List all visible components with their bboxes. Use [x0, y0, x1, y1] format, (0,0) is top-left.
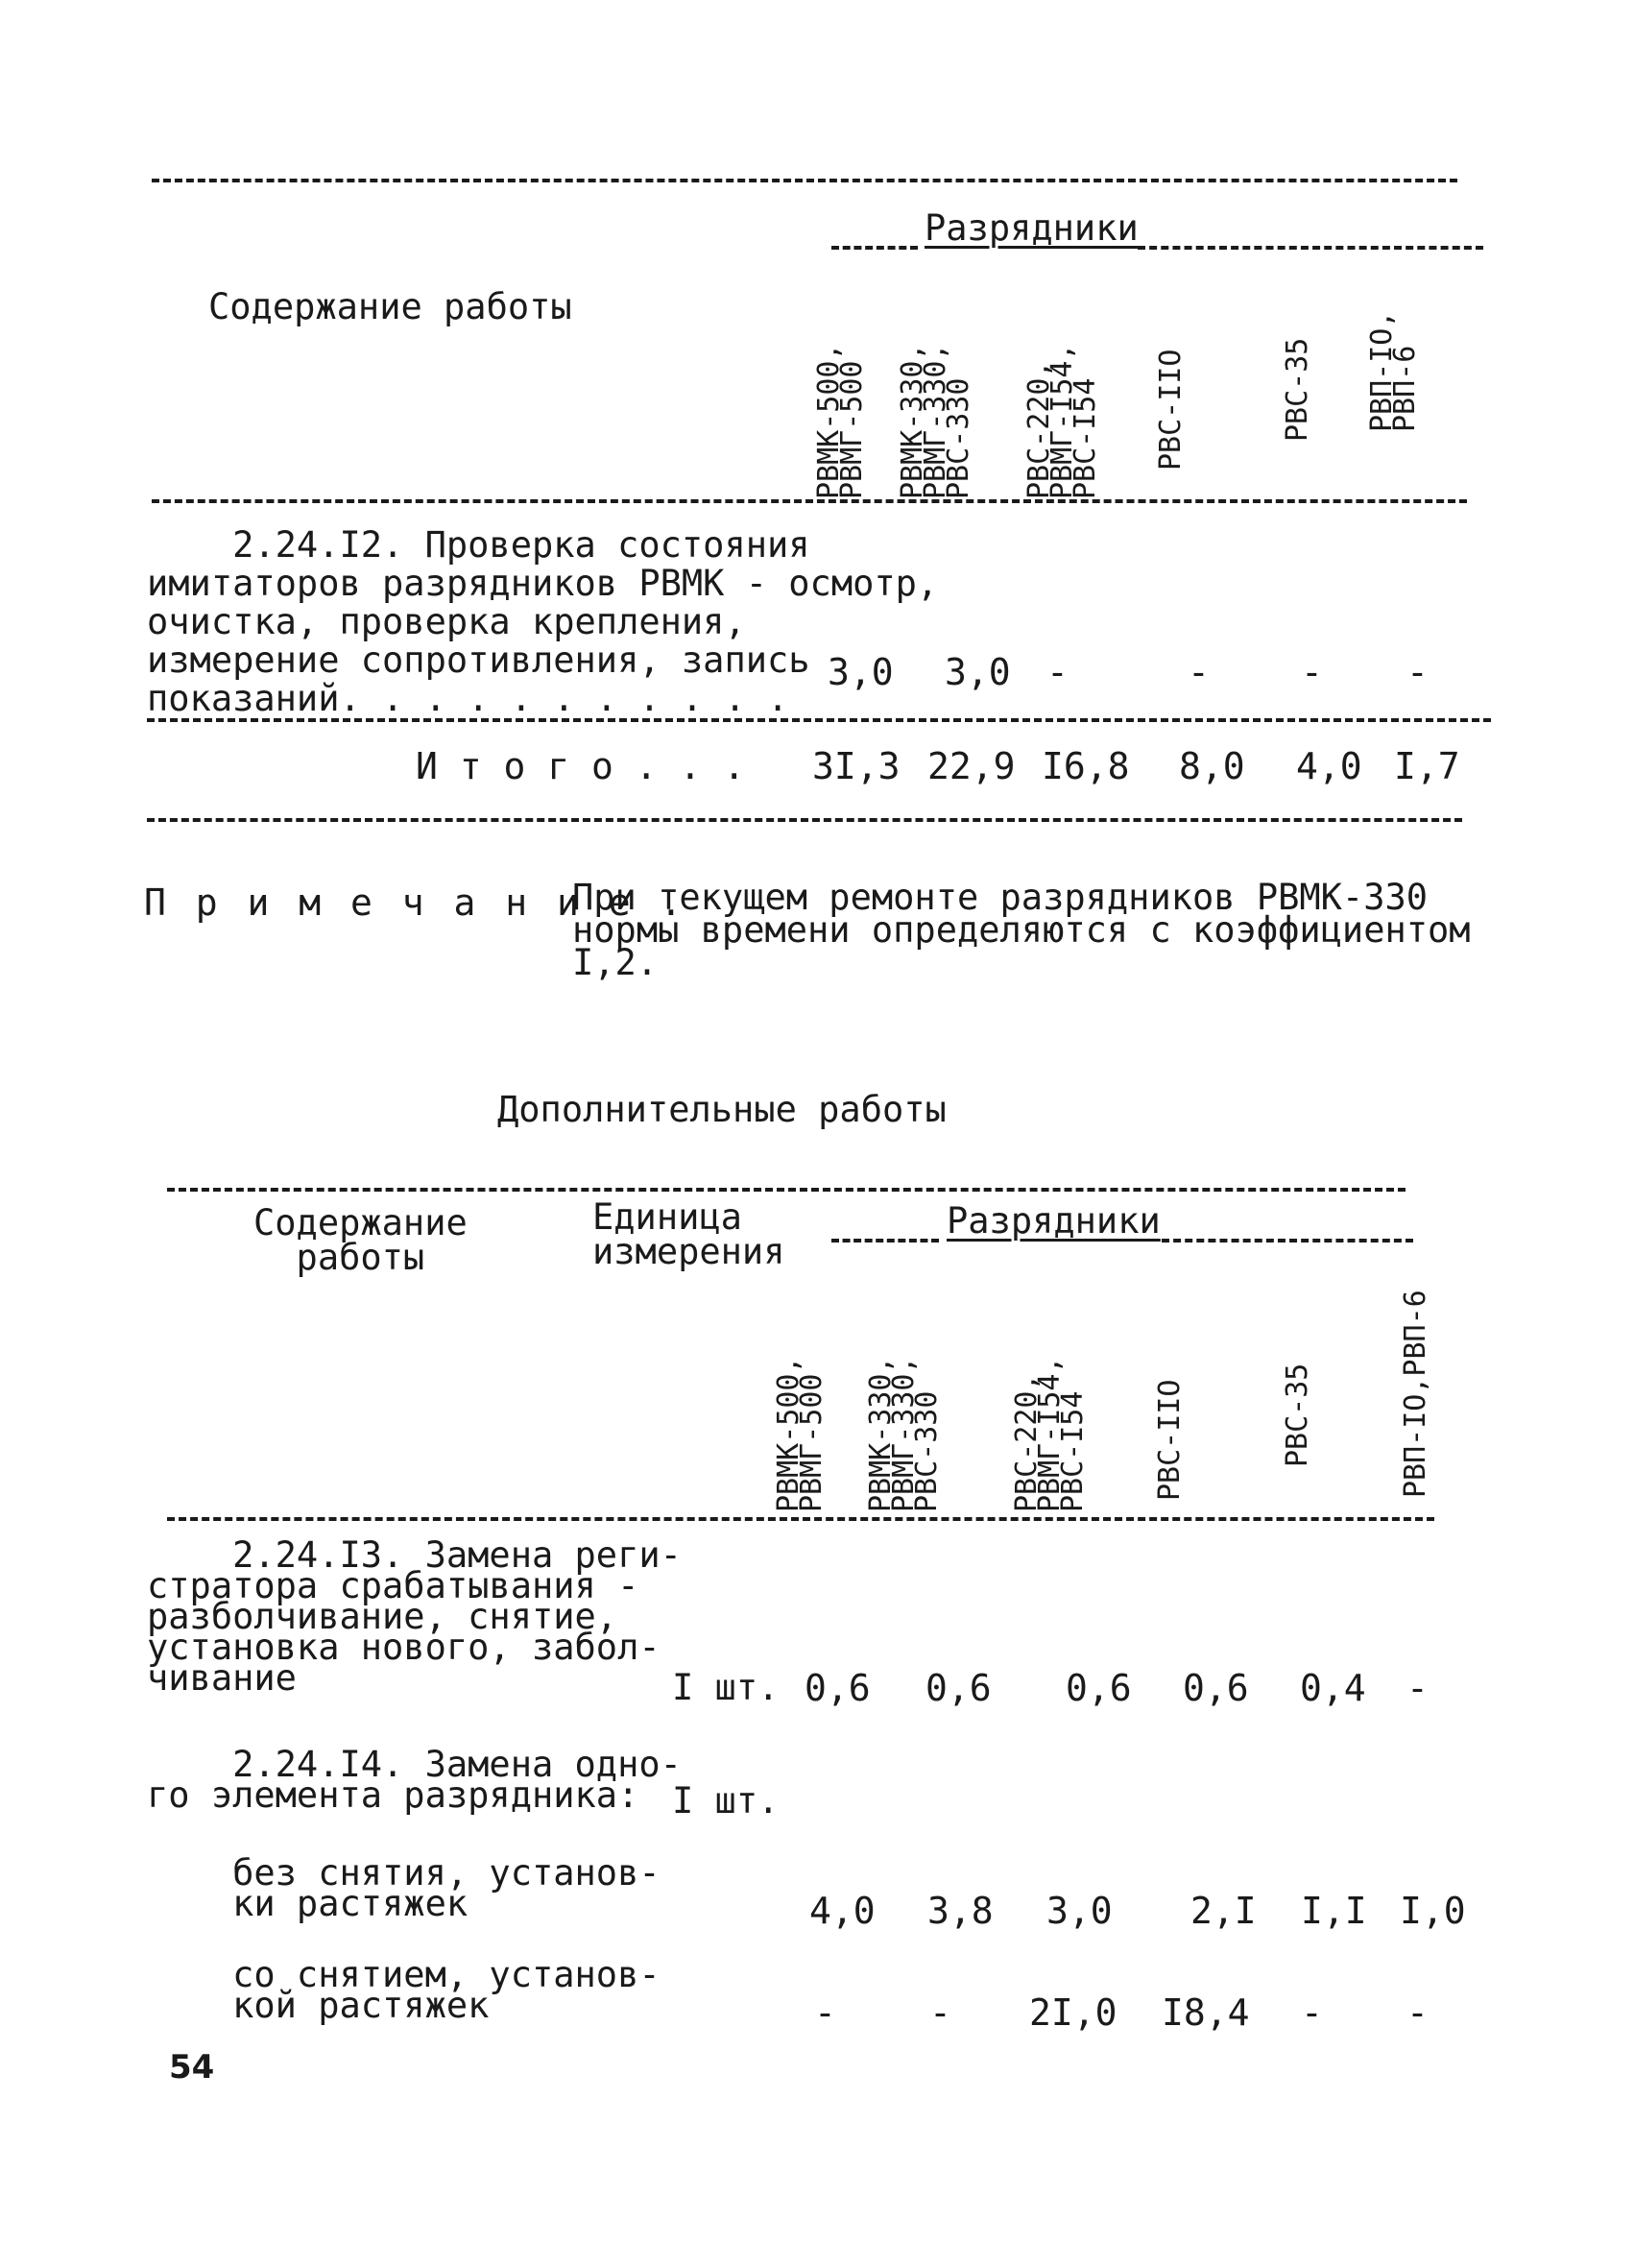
- table2-subrow-with-removal-value: -: [929, 1991, 951, 2034]
- table1-row-value: -: [1188, 651, 1210, 693]
- table2-group-rule-left: [831, 1239, 939, 1243]
- table1-total-value: 22,9: [927, 745, 1016, 787]
- table1-total-value: I,7: [1394, 745, 1460, 787]
- table2-subrow-without-removal-value: I,0: [1400, 1890, 1466, 1932]
- table2-row-2-24-13-value: 0,6: [1066, 1667, 1132, 1709]
- table2-subrow-with-removal-value: -: [814, 1991, 836, 2034]
- table2-subrow-with-removal-text: со снятием, установ- кой растяжек: [232, 1954, 661, 2026]
- table1-col-header-2: РВМК-330, РВМГ-330, РВС-330: [896, 343, 975, 499]
- table1-bottom-rule: [147, 818, 1462, 822]
- table1-row-rule: [147, 718, 1491, 722]
- table2-header-rule: [167, 1517, 1434, 1521]
- table1-total-value: 4,0: [1296, 745, 1362, 787]
- table1-header-rule: [152, 499, 1467, 503]
- table2-col-header-2: РВМК-330, РВМГ-330, РВС-330: [864, 1356, 944, 1512]
- table2-row-2-24-13-value: 0,6: [805, 1667, 871, 1709]
- table1-col-header-4: РВС-IIO: [1154, 349, 1188, 470]
- table2-col-header-5: РВС-35: [1281, 1363, 1314, 1467]
- table1-group-rule-left: [831, 246, 918, 250]
- table1-col-header-1: РВМК-500, РВМГ-500: [812, 343, 869, 499]
- table2-subrow-without-removal-text: без снятия, установ- ки растяжек: [232, 1852, 661, 1924]
- table2-subrow-without-removal-value: 4,0: [809, 1890, 876, 1932]
- page-number: 54: [169, 2048, 215, 2087]
- table1-row-2-24-12-text: 2.24.I2. Проверка состояния имитаторов разрядников РВМК - осмотр, очистка, проверка крепления, измерение сопротивления, запись показаний. . . . . . . . . . .: [147, 524, 939, 719]
- table1-row-value: 3,0: [945, 651, 1011, 693]
- note-text: При текущем ремонте разрядников РВМК-330 нормы времени определяются с коэффициентом I,2.: [572, 877, 1471, 983]
- table1-row-value: -: [1406, 651, 1429, 693]
- table1-col-header-3: РВС-220, РВМГ-I54, РВС-I54: [1022, 343, 1102, 499]
- table2-row-2-24-13-unit: I шт.: [672, 1667, 780, 1708]
- table2-row-2-24-13-value: 0,6: [1183, 1667, 1249, 1709]
- table2-subrow-with-removal-value: -: [1406, 1991, 1429, 2034]
- table1-total-value: I6,8: [1042, 745, 1130, 787]
- table2-group-header: Разрядники: [947, 1200, 1161, 1242]
- table2-row-2-24-13-value: 0,4: [1300, 1667, 1366, 1709]
- table2-unit-header: Единица измерения: [592, 1196, 785, 1272]
- table2-subrow-without-removal-value: 3,8: [927, 1890, 994, 1932]
- table1-row-value: -: [1046, 651, 1069, 693]
- table1-top-rule: [152, 179, 1457, 182]
- table2-subrow-without-removal-value: 2,I: [1190, 1890, 1257, 1932]
- table2-col-header-6: РВП-IO,РВП-6: [1399, 1290, 1432, 1498]
- table2-col-header-1: РВМК-500, РВМГ-500: [772, 1356, 829, 1512]
- table2-top-rule: [167, 1188, 1406, 1192]
- table1-content-header: Содержание работы: [208, 286, 572, 327]
- table1-row-value: 3,0: [828, 651, 894, 693]
- table1-col-header-5: РВС-35: [1281, 337, 1314, 442]
- table1-row-value: -: [1301, 651, 1323, 693]
- table2-subrow-with-removal-value: 2I,0: [1029, 1991, 1117, 2034]
- table2-row-2-24-14-text: 2.24.I4. Замена одно- го элемента разрядника:: [147, 1744, 682, 1816]
- table1-total-value: 3I,3: [812, 745, 901, 787]
- table2-subrow-with-removal-value: -: [1301, 1991, 1323, 2034]
- table2-row-2-24-14-unit: I шт.: [672, 1780, 780, 1822]
- table2-subrow-without-removal-value: 3,0: [1046, 1890, 1113, 1932]
- table2-col-header-3: РВС-220, РВМГ-I54, РВС-I54: [1010, 1356, 1090, 1512]
- table1-group-rule-right: [1138, 246, 1483, 250]
- table1-total-label: И т о г о . . .: [416, 745, 746, 787]
- table2-group-rule-right: [1162, 1239, 1413, 1243]
- table2-col-header-4: РВС-IIO: [1153, 1379, 1187, 1501]
- table1-total-value: 8,0: [1179, 745, 1245, 787]
- note-label: П р и м е ч а н и е .: [144, 881, 686, 924]
- table2-row-2-24-13-value: -: [1406, 1667, 1429, 1709]
- table2-row-2-24-13-value: 0,6: [925, 1667, 992, 1709]
- table2-row-2-24-13-text: 2.24.I3. Замена реги- стратора срабатывания - разболчивание, снятие, установка нового, забол- чивание: [147, 1534, 682, 1699]
- table2-subrow-without-removal-value: I,I: [1301, 1890, 1367, 1932]
- section-title: Дополнительные работы: [497, 1089, 947, 1130]
- table2-content-header: Содержание работы: [253, 1202, 468, 1278]
- table1-group-header: Разрядники: [925, 207, 1139, 249]
- table1-col-header-6: РВП-IO, РВП-6: [1365, 310, 1422, 432]
- table2-subrow-with-removal-value: I8,4: [1162, 1991, 1250, 2034]
